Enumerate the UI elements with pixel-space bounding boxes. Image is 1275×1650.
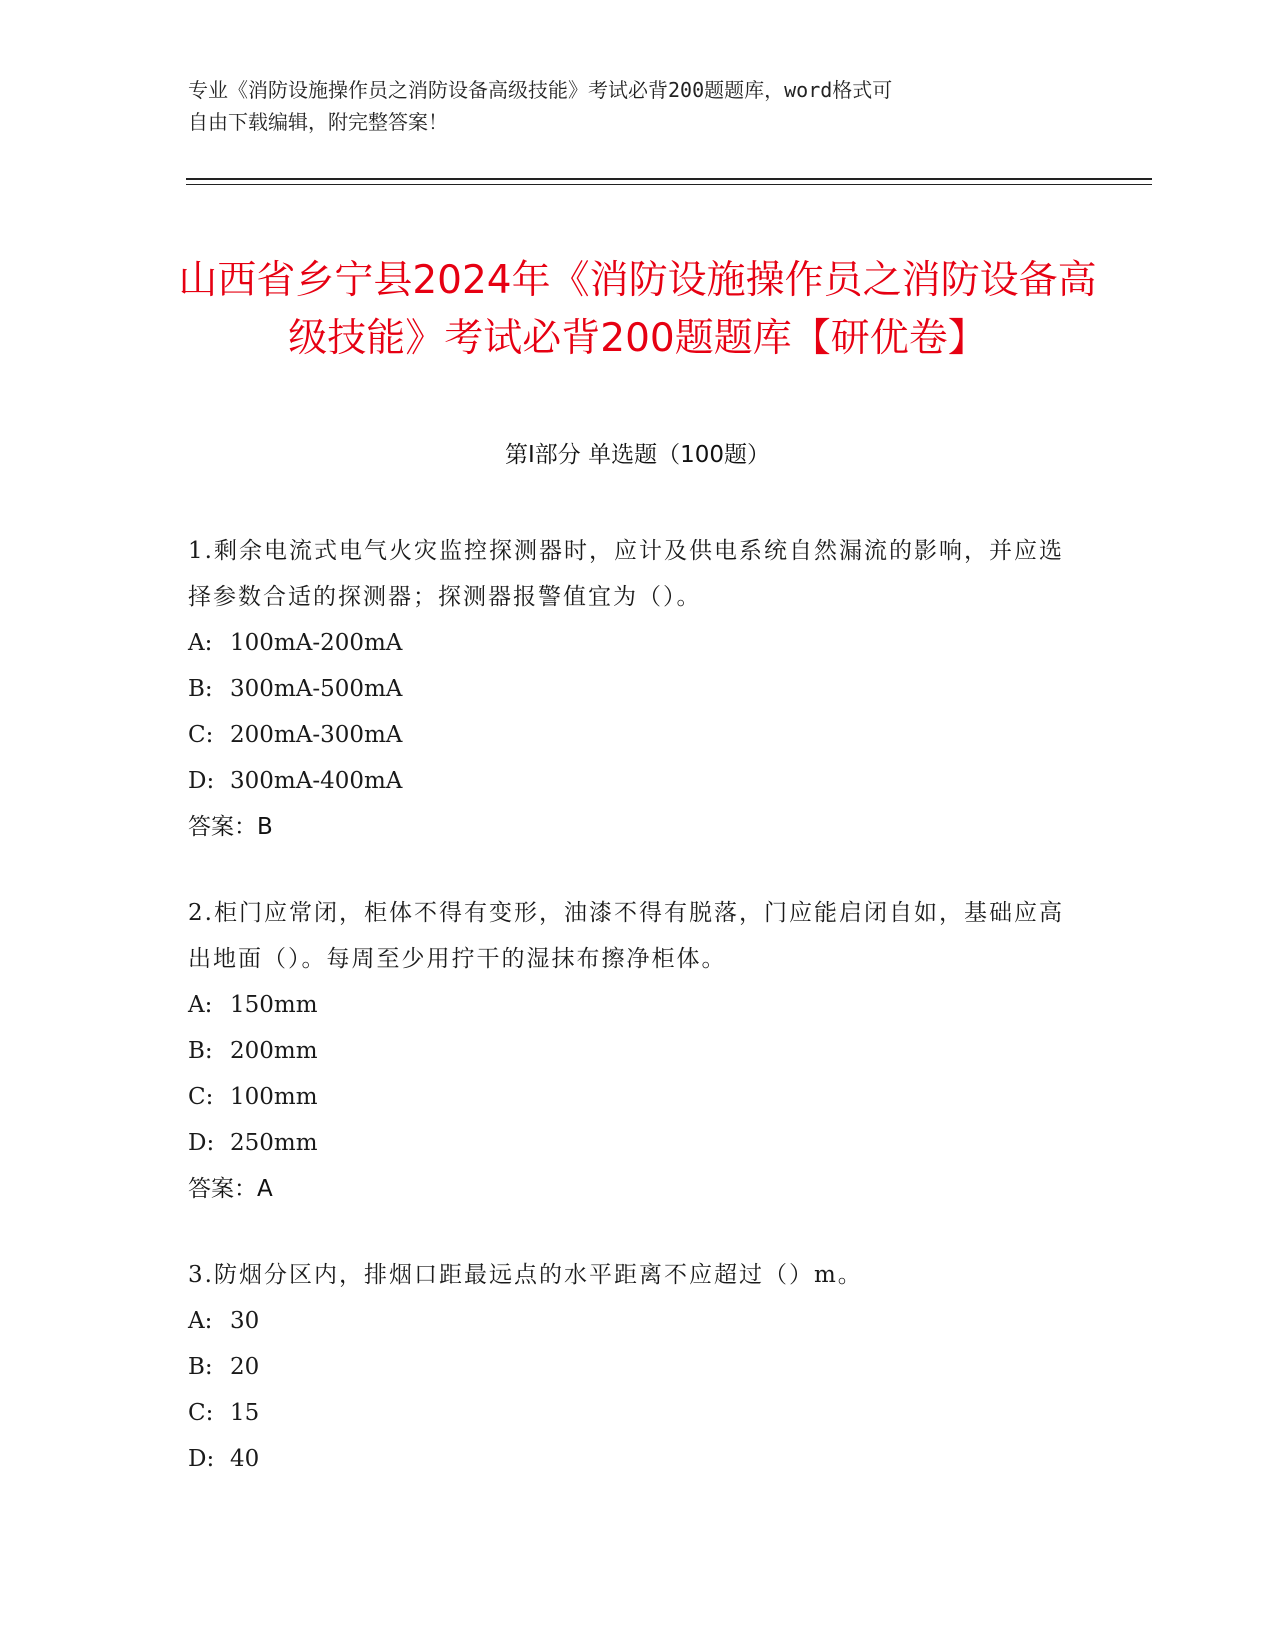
option-letter: B: xyxy=(188,1354,213,1380)
option-letter: B: xyxy=(188,676,213,702)
answer-option xyxy=(188,1074,1068,1120)
answer-option xyxy=(188,1390,1068,1436)
answer-option xyxy=(188,1344,1068,1390)
question-item xyxy=(188,528,1068,850)
option-letter: A: xyxy=(188,992,213,1018)
option-text: 150mm xyxy=(230,992,318,1018)
header-note-line-2: 自由下载编辑，附完整答案！ xyxy=(188,110,448,134)
answer-option xyxy=(188,1028,1068,1074)
option-text: 300mA-400mA xyxy=(230,768,403,794)
header-divider-thick xyxy=(186,178,1152,180)
option-letter: C: xyxy=(188,1084,214,1110)
option-text: 200mA-300mA xyxy=(230,722,403,748)
question-stem: 1.剩余电流式电气火灾监控探测器时，应计及供电系统自然漏流的影响，并应选择参数合适的探测器；探测器报警值宜为（）。 xyxy=(188,538,1064,610)
option-letter: D: xyxy=(188,768,215,794)
option-text: 40 xyxy=(230,1446,260,1472)
answer-option xyxy=(188,620,1068,666)
question-list xyxy=(188,528,1068,1522)
option-text: 100mm xyxy=(230,1084,318,1110)
option-letter: D: xyxy=(188,1446,215,1472)
option-letter: C: xyxy=(188,1400,214,1426)
header-divider-thin xyxy=(186,184,1152,185)
question-item xyxy=(188,890,1068,1212)
header-note-line-1: 专业《消防设施操作员之消防设备高级技能》考试必背200题题库，word格式可 xyxy=(188,78,893,102)
option-text: 250mm xyxy=(230,1130,318,1156)
option-text: 200mm xyxy=(230,1038,318,1064)
option-letter: B: xyxy=(188,1038,213,1064)
option-text: 100mA-200mA xyxy=(230,630,403,656)
option-text: 30 xyxy=(230,1308,260,1334)
answer-option xyxy=(188,982,1068,1028)
question-stem: 2.柜门应常闭，柜体不得有变形，油漆不得有脱落，门应能启闭自如，基础应高出地面（）。每周至少用拧干的湿抹布擦净柜体。 xyxy=(188,900,1064,972)
header-note xyxy=(188,74,1068,138)
option-letter: A: xyxy=(188,1308,213,1334)
option-letter: C: xyxy=(188,722,214,748)
option-text: 20 xyxy=(230,1354,260,1380)
answer-key: 答案：B xyxy=(188,814,273,840)
question-item xyxy=(188,1252,1068,1482)
answer-option xyxy=(188,1298,1068,1344)
option-letter: A: xyxy=(188,630,213,656)
answer-option xyxy=(188,712,1068,758)
answer-option xyxy=(188,1120,1068,1166)
answer-option xyxy=(188,666,1068,712)
answer-key: 答案：A xyxy=(188,1176,273,1202)
option-text: 15 xyxy=(230,1400,260,1426)
document-title: 山西省乡宁县2024年《消防设施操作员之消防设备高级技能》考试必背200题题库【研优卷】 xyxy=(178,258,1097,362)
answer-option xyxy=(188,1436,1068,1482)
option-letter: D: xyxy=(188,1130,215,1156)
answer-option xyxy=(188,758,1068,804)
option-text: 300mA-500mA xyxy=(230,676,403,702)
question-stem: 3.防烟分区内，排烟口距最远点的水平距离不应超过（）m。 xyxy=(188,1262,863,1288)
section-heading: 第Ⅰ部分 单选题（100题） xyxy=(505,442,770,468)
